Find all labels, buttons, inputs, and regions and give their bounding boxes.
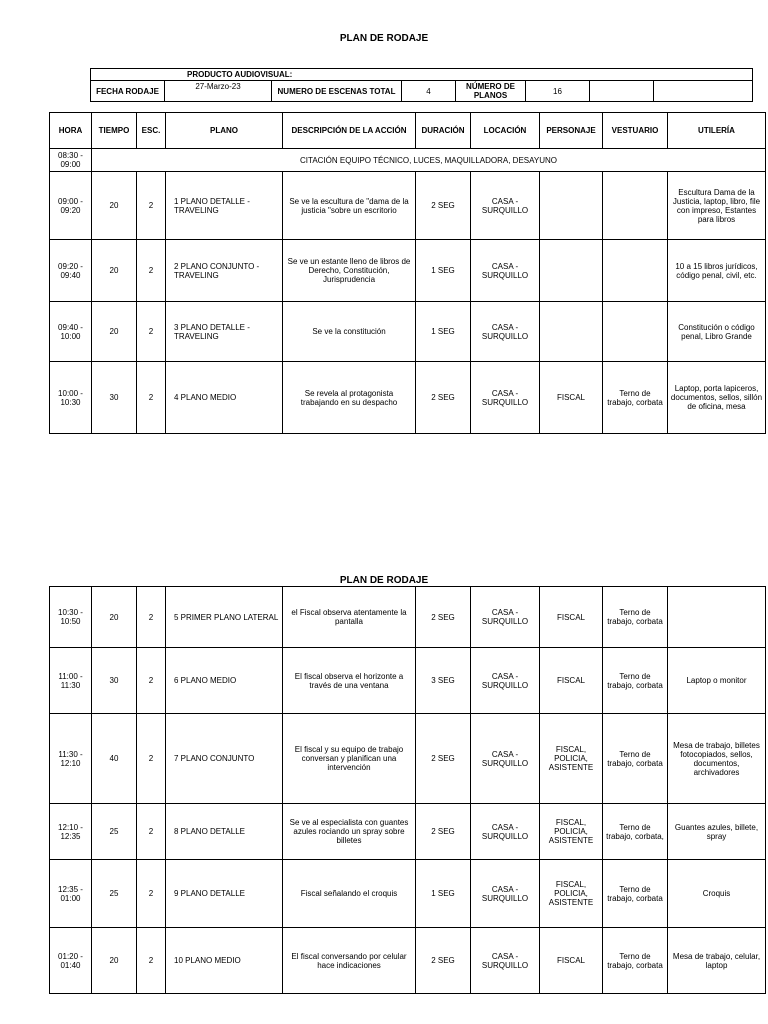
cell-hora: 09:20 - 09:40 <box>50 240 92 302</box>
cell-tiempo: 30 <box>92 648 137 714</box>
cell-utileria: Mesa de trabajo, billetes fotocopiados, sellos, documentos, archivadores <box>668 714 766 804</box>
cell-hora: 10:30 - 10:50 <box>50 587 92 648</box>
cell-personaje <box>540 172 603 240</box>
cell-tiempo: 30 <box>92 362 137 434</box>
header-plano: PLANO <box>166 113 283 149</box>
header-row <box>50 113 766 149</box>
header-personaje: PERSONAJE <box>540 113 603 149</box>
cell-plano: 8 PLANO DETALLE <box>166 804 283 860</box>
cell-personaje: FISCAL <box>540 928 603 994</box>
cell-duracion: 2 SEG <box>416 714 471 804</box>
cell-personaje: FISCAL <box>540 648 603 714</box>
cell-duracion: 2 SEG <box>416 928 471 994</box>
cell-personaje <box>540 240 603 302</box>
cell-descripcion: el Fiscal observa atentamente la pantalla <box>283 587 416 648</box>
cell-locacion: CASA - SURQUILLO <box>471 172 540 240</box>
cell-hora: 12:35 - 01:00 <box>50 860 92 928</box>
cell-descripcion: Se ve la constitución <box>283 302 416 362</box>
cell-locacion: CASA - SURQUILLO <box>471 587 540 648</box>
escenas-value: 4 <box>402 81 456 102</box>
cell-vestuario: Terno de trabajo, corbata <box>603 362 668 434</box>
cell-plano: 2 PLANO CONJUNTO - TRAVELING <box>166 240 283 302</box>
cell-descripcion: Se ve al especialista con guantes azules rociando un spray sobre billetes <box>283 804 416 860</box>
cell-personaje: FISCAL, POLICIA, ASISTENTE <box>540 804 603 860</box>
escenas-label: NUMERO DE ESCENAS TOTAL <box>272 81 402 102</box>
cell-tiempo: 20 <box>92 587 137 648</box>
cell-descripcion: El fiscal observa el horizonte a través de una ventana <box>283 648 416 714</box>
header-locacion: LOCACIÓN <box>471 113 540 149</box>
cell-tiempo: 20 <box>92 172 137 240</box>
cell-personaje: FISCAL, POLICIA, ASISTENTE <box>540 860 603 928</box>
cell-descripcion: Fiscal señalando el croquis <box>283 860 416 928</box>
cell-hora: 09:00 - 09:20 <box>50 172 92 240</box>
cell-personaje: FISCAL, POLICIA, ASISTENTE <box>540 714 603 804</box>
cell-tiempo: 40 <box>92 714 137 804</box>
table-row <box>50 587 766 648</box>
cell-vestuario: Terno de trabajo, corbata <box>603 860 668 928</box>
table-row <box>50 804 766 860</box>
cell-esc: 2 <box>137 648 166 714</box>
cell-utileria: 10 a 15 libros jurídicos, código penal, civil, etc. <box>668 240 766 302</box>
cell-utileria: Guantes azules, billete, spray <box>668 804 766 860</box>
cell-vestuario: Terno de trabajo, corbata <box>603 714 668 804</box>
cell-hora: 01:20 - 01:40 <box>50 928 92 994</box>
cell-locacion: CASA - SURQUILLO <box>471 804 540 860</box>
table-row <box>50 860 766 928</box>
table-row <box>50 172 766 240</box>
header-vestuario: VESTUARIO <box>603 113 668 149</box>
cell-vestuario <box>603 172 668 240</box>
planos-value: 16 <box>526 81 590 102</box>
cell-utileria: Mesa de trabajo, celular, laptop <box>668 928 766 994</box>
cell-duracion: 2 SEG <box>416 172 471 240</box>
schedule-table-2 <box>49 586 766 994</box>
cell-descripcion: El fiscal conversando por celular hace indicaciones <box>283 928 416 994</box>
page-title-2: PLAN DE RODAJE <box>339 575 429 586</box>
production-info-table <box>90 68 753 102</box>
cell-hora: 12:10 - 12:35 <box>50 804 92 860</box>
header-descripcion: DESCRIPCIÓN DE LA ACCIÓN <box>283 113 416 149</box>
cell-plano: 3 PLANO DETALLE - TRAVELING <box>166 302 283 362</box>
cell-esc: 2 <box>137 362 166 434</box>
cell-vestuario <box>603 302 668 362</box>
cell-duracion: 2 SEG <box>416 804 471 860</box>
header-duracion: DURACIÓN <box>416 113 471 149</box>
cell-locacion: CASA - SURQUILLO <box>471 648 540 714</box>
fecha-value: 27-Marzo-23 <box>165 81 272 102</box>
cell-esc: 2 <box>137 804 166 860</box>
cell-esc: 2 <box>137 172 166 240</box>
cell-esc: 2 <box>137 714 166 804</box>
cell-tiempo: 20 <box>92 302 137 362</box>
citacion-row <box>50 149 766 172</box>
cell-plano: 9 PLANO DETALLE <box>166 860 283 928</box>
info-empty-cell <box>654 81 753 102</box>
cell-hora: 11:00 - 11:30 <box>50 648 92 714</box>
cell-utileria: Escultura Dama de la Justicia, laptop, libro, file con impreso, Estantes para libros <box>668 172 766 240</box>
citacion-hora: 08:30 - 09:00 <box>50 149 92 172</box>
cell-descripcion: Se ve un estante lleno de libros de Derecho, Constitución, Jurisprudencia <box>283 240 416 302</box>
cell-hora: 09:40 - 10:00 <box>50 302 92 362</box>
cell-vestuario: Terno de trabajo, corbata <box>603 587 668 648</box>
cell-esc: 2 <box>137 587 166 648</box>
cell-esc: 2 <box>137 928 166 994</box>
cell-hora: 10:00 - 10:30 <box>50 362 92 434</box>
cell-hora: 11:30 - 12:10 <box>50 714 92 804</box>
cell-duracion: 2 SEG <box>416 587 471 648</box>
cell-vestuario: Terno de trabajo, corbata, <box>603 804 668 860</box>
cell-tiempo: 20 <box>92 928 137 994</box>
cell-vestuario: Terno de trabajo, corbata <box>603 648 668 714</box>
cell-plano: 4 PLANO MEDIO <box>166 362 283 434</box>
cell-utileria: Laptop o monitor <box>668 648 766 714</box>
cell-esc: 2 <box>137 860 166 928</box>
cell-duracion: 1 SEG <box>416 302 471 362</box>
citacion-text: CITACIÓN EQUIPO TÉCNICO, LUCES, MAQUILLADORA, DESAYUNO <box>92 149 766 172</box>
cell-duracion: 3 SEG <box>416 648 471 714</box>
producto-label: PRODUCTO AUDIOVISUAL: <box>91 69 753 81</box>
header-hora: HORA <box>50 113 92 149</box>
table-row <box>50 648 766 714</box>
cell-tiempo: 20 <box>92 240 137 302</box>
header-utileria: UTILERÍA <box>668 113 766 149</box>
cell-personaje: FISCAL <box>540 587 603 648</box>
cell-plano: 6 PLANO MEDIO <box>166 648 283 714</box>
cell-personaje <box>540 302 603 362</box>
cell-locacion: CASA - SURQUILLO <box>471 714 540 804</box>
cell-utileria: Constitución o código penal, Libro Grande <box>668 302 766 362</box>
cell-locacion: CASA - SURQUILLO <box>471 928 540 994</box>
table-row <box>50 362 766 434</box>
cell-utileria <box>668 587 766 648</box>
cell-utileria: Croquis <box>668 860 766 928</box>
cell-locacion: CASA - SURQUILLO <box>471 302 540 362</box>
cell-duracion: 1 SEG <box>416 860 471 928</box>
cell-duracion: 1 SEG <box>416 240 471 302</box>
header-esc: ESC. <box>137 113 166 149</box>
cell-personaje: FISCAL <box>540 362 603 434</box>
cell-locacion: CASA - SURQUILLO <box>471 240 540 302</box>
schedule-table <box>49 112 766 434</box>
cell-utileria: Laptop, porta lapiceros, documentos, sellos, sillón de oficina, mesa <box>668 362 766 434</box>
page-title: PLAN DE RODAJE <box>339 33 429 44</box>
cell-plano: 5 PRIMER PLANO LATERAL <box>166 587 283 648</box>
table-row <box>50 928 766 994</box>
cell-plano: 7 PLANO CONJUNTO <box>166 714 283 804</box>
cell-plano: 1 PLANO DETALLE - TRAVELING <box>166 172 283 240</box>
cell-descripcion: El fiscal y su equipo de trabajo conversan y planifican una intervención <box>283 714 416 804</box>
cell-vestuario <box>603 240 668 302</box>
cell-locacion: CASA - SURQUILLO <box>471 362 540 434</box>
table-row <box>50 714 766 804</box>
cell-locacion: CASA - SURQUILLO <box>471 860 540 928</box>
planos-label: NÚMERO DE PLANOS <box>456 81 526 102</box>
info-empty-cell <box>590 81 654 102</box>
table-row <box>50 302 766 362</box>
header-tiempo: TIEMPO <box>92 113 137 149</box>
cell-descripcion: Se ve la escultura de "dama de la justicia "sobre un escritorio <box>283 172 416 240</box>
cell-vestuario: Terno de trabajo, corbata <box>603 928 668 994</box>
table-row <box>50 240 766 302</box>
cell-plano: 10 PLANO MEDIO <box>166 928 283 994</box>
fecha-label: FECHA RODAJE <box>91 81 165 102</box>
cell-descripcion: Se revela al protagonista trabajando en su despacho <box>283 362 416 434</box>
cell-tiempo: 25 <box>92 804 137 860</box>
cell-tiempo: 25 <box>92 860 137 928</box>
cell-esc: 2 <box>137 240 166 302</box>
cell-esc: 2 <box>137 302 166 362</box>
cell-duracion: 2 SEG <box>416 362 471 434</box>
